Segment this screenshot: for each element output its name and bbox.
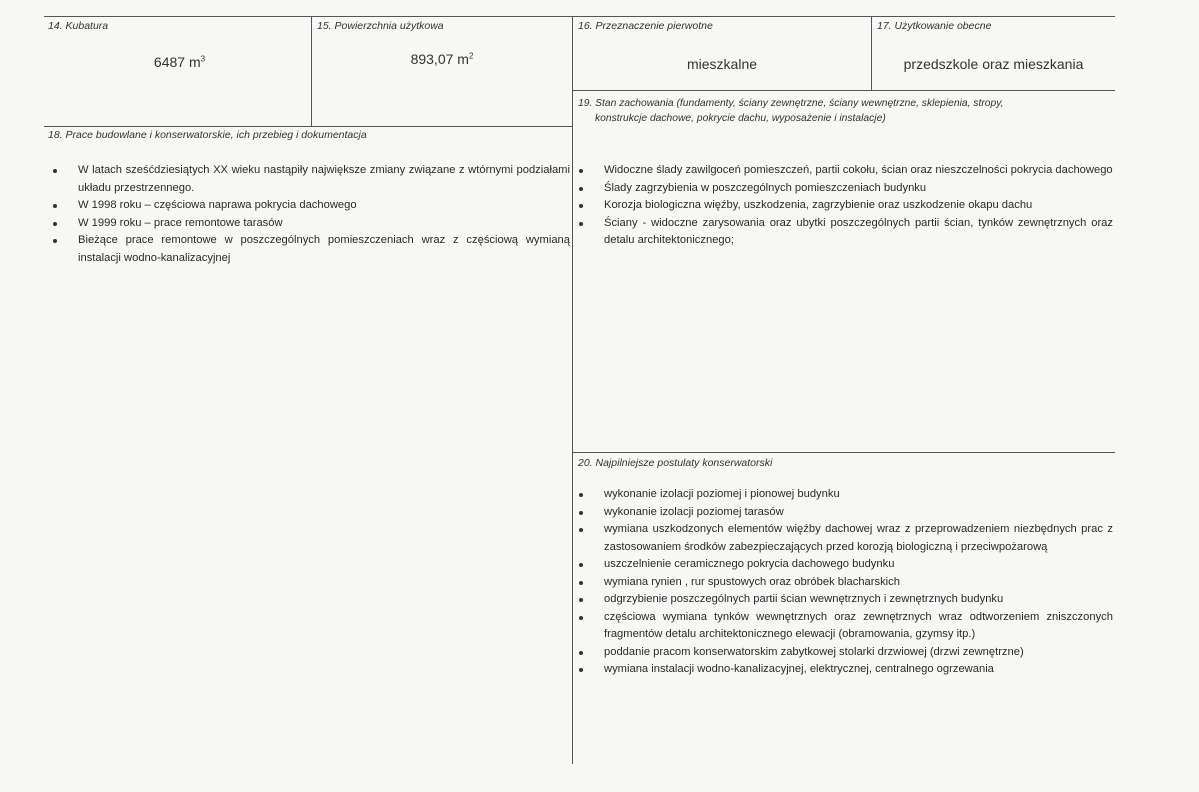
list-item: poddanie pracom konserwatorskim zabytkowej stolarki drzwiowej (drzwi zewnętrzne) <box>575 644 1113 662</box>
postulaty-list <box>575 486 1113 679</box>
kubatura-label: 14. Kubatura <box>48 20 109 32</box>
list-item: wykonanie izolacji poziomej i pionowej budynku <box>575 486 1113 504</box>
top-border-right <box>573 16 1115 17</box>
list-item: wymiana rynien , rur spustowych oraz obróbek blacharskich <box>575 574 1113 592</box>
center-divider <box>572 16 573 764</box>
powierzchnia-unit-exponent: 2 <box>468 51 474 61</box>
list-item: Widoczne ślady zawilgoceń pomieszczeń, partii cokołu, ścian oraz nieszczelności pokrycia dachowego <box>575 162 1113 180</box>
list-item: częściowa wymiana tynków wewnętrznych oraz zewnętrznych wraz odtworzeniem zniszczonych fragmentów detalu architektonicznego elewacji (obramowania, gzymsy itp.) <box>575 609 1113 644</box>
kubatura-number: 6487 m <box>153 54 201 70</box>
top-border-left <box>44 16 572 17</box>
divider-14-15 <box>311 16 312 126</box>
przeznaczenie-label: 16. Przeznaczenie pierwotne <box>578 20 713 32</box>
prace-list <box>49 162 570 267</box>
list-item: wykonanie izolacji poziomej tarasów <box>575 504 1113 522</box>
prace-label: 18. Prace budowlane i konserwatorskie, ich przebieg i dokumentacja <box>48 129 367 141</box>
postulaty-label: 20. Najpilniejsze postulaty konserwatorski <box>578 457 773 469</box>
kubatura-unit-exponent: 3 <box>200 54 206 64</box>
list-item: odgrzybienie poszczególnych partii ścian wewnętrznych i zewnętrznych budynku <box>575 591 1113 609</box>
list-item: wymiana uszkodzonych elementów więźby dachowej wraz z przeprowadzeniem niezbędnych prac z zastosowaniem środków zabezpieczających przed korozją biologiczną i przeciwpożarową <box>575 521 1113 556</box>
powierzchnia-value <box>312 51 572 67</box>
powierzchnia-number: 893,07 m <box>410 51 469 67</box>
list-item: Bieżące prace remontowe w poszczególnych pomieszczeniach wraz z częściową wymianą instalacji wodno-kanalizacyjnej <box>49 232 570 267</box>
list-item: W latach sześćdziesiątych XX wieku nastąpiły największe zmiany związane z wtórnymi podziałami układu przestrzennego. <box>49 162 570 197</box>
list-item: uszczelnienie ceramicznego pokrycia dachowego budynku <box>575 556 1113 574</box>
przeznaczenie-value: mieszkalne <box>686 56 758 72</box>
list-item: Ślady zagrzybienia w poszczególnych pomieszczeniach budynku <box>575 180 1113 198</box>
list-item: W 1998 roku – częściowa naprawa pokrycia dachowego <box>49 197 570 215</box>
row1-bottom-border-right <box>573 90 1115 91</box>
kubatura-value <box>48 54 311 70</box>
list-item: Korozja biologiczna więźby, uszkodzenia, zagrzybienie oraz uszkodzenie okapu dachu <box>575 197 1113 215</box>
divider-16-17 <box>871 16 872 90</box>
list-item: Ściany - widoczne zarysowania oraz ubytki poszczególnych partii ścian, tynków zewnętrznych oraz detalu architektonicznego; <box>575 215 1113 250</box>
list-item: W 1999 roku – prace remontowe tarasów <box>49 215 570 233</box>
powierzchnia-label: 15. Powierzchnia użytkowa <box>317 20 444 32</box>
list-item: wymiana instalacji wodno-kanalizacyjnej, elektrycznej, centralnego ogrzewania <box>575 661 1113 679</box>
uzytkowanie-value: przedszkole oraz mieszkania <box>903 56 1084 72</box>
stan-zachowania-list <box>575 162 1113 250</box>
stan-zachowania-label-line1: 19. Stan zachowania (fundamenty, ściany zewnętrzne, ściany wewnętrzne, sklepienia, stropy, <box>578 98 1004 109</box>
stan-zachowania-label <box>578 96 1118 126</box>
row2-bottom-border-left <box>44 126 572 127</box>
uzytkowanie-label: 17. Użytkowanie obecne <box>877 20 992 32</box>
section20-top-border <box>573 452 1115 453</box>
stan-zachowania-label-line2: konstrukcje dachowe, pokrycie dachu, wyposażenie i instalacje) <box>595 113 886 124</box>
